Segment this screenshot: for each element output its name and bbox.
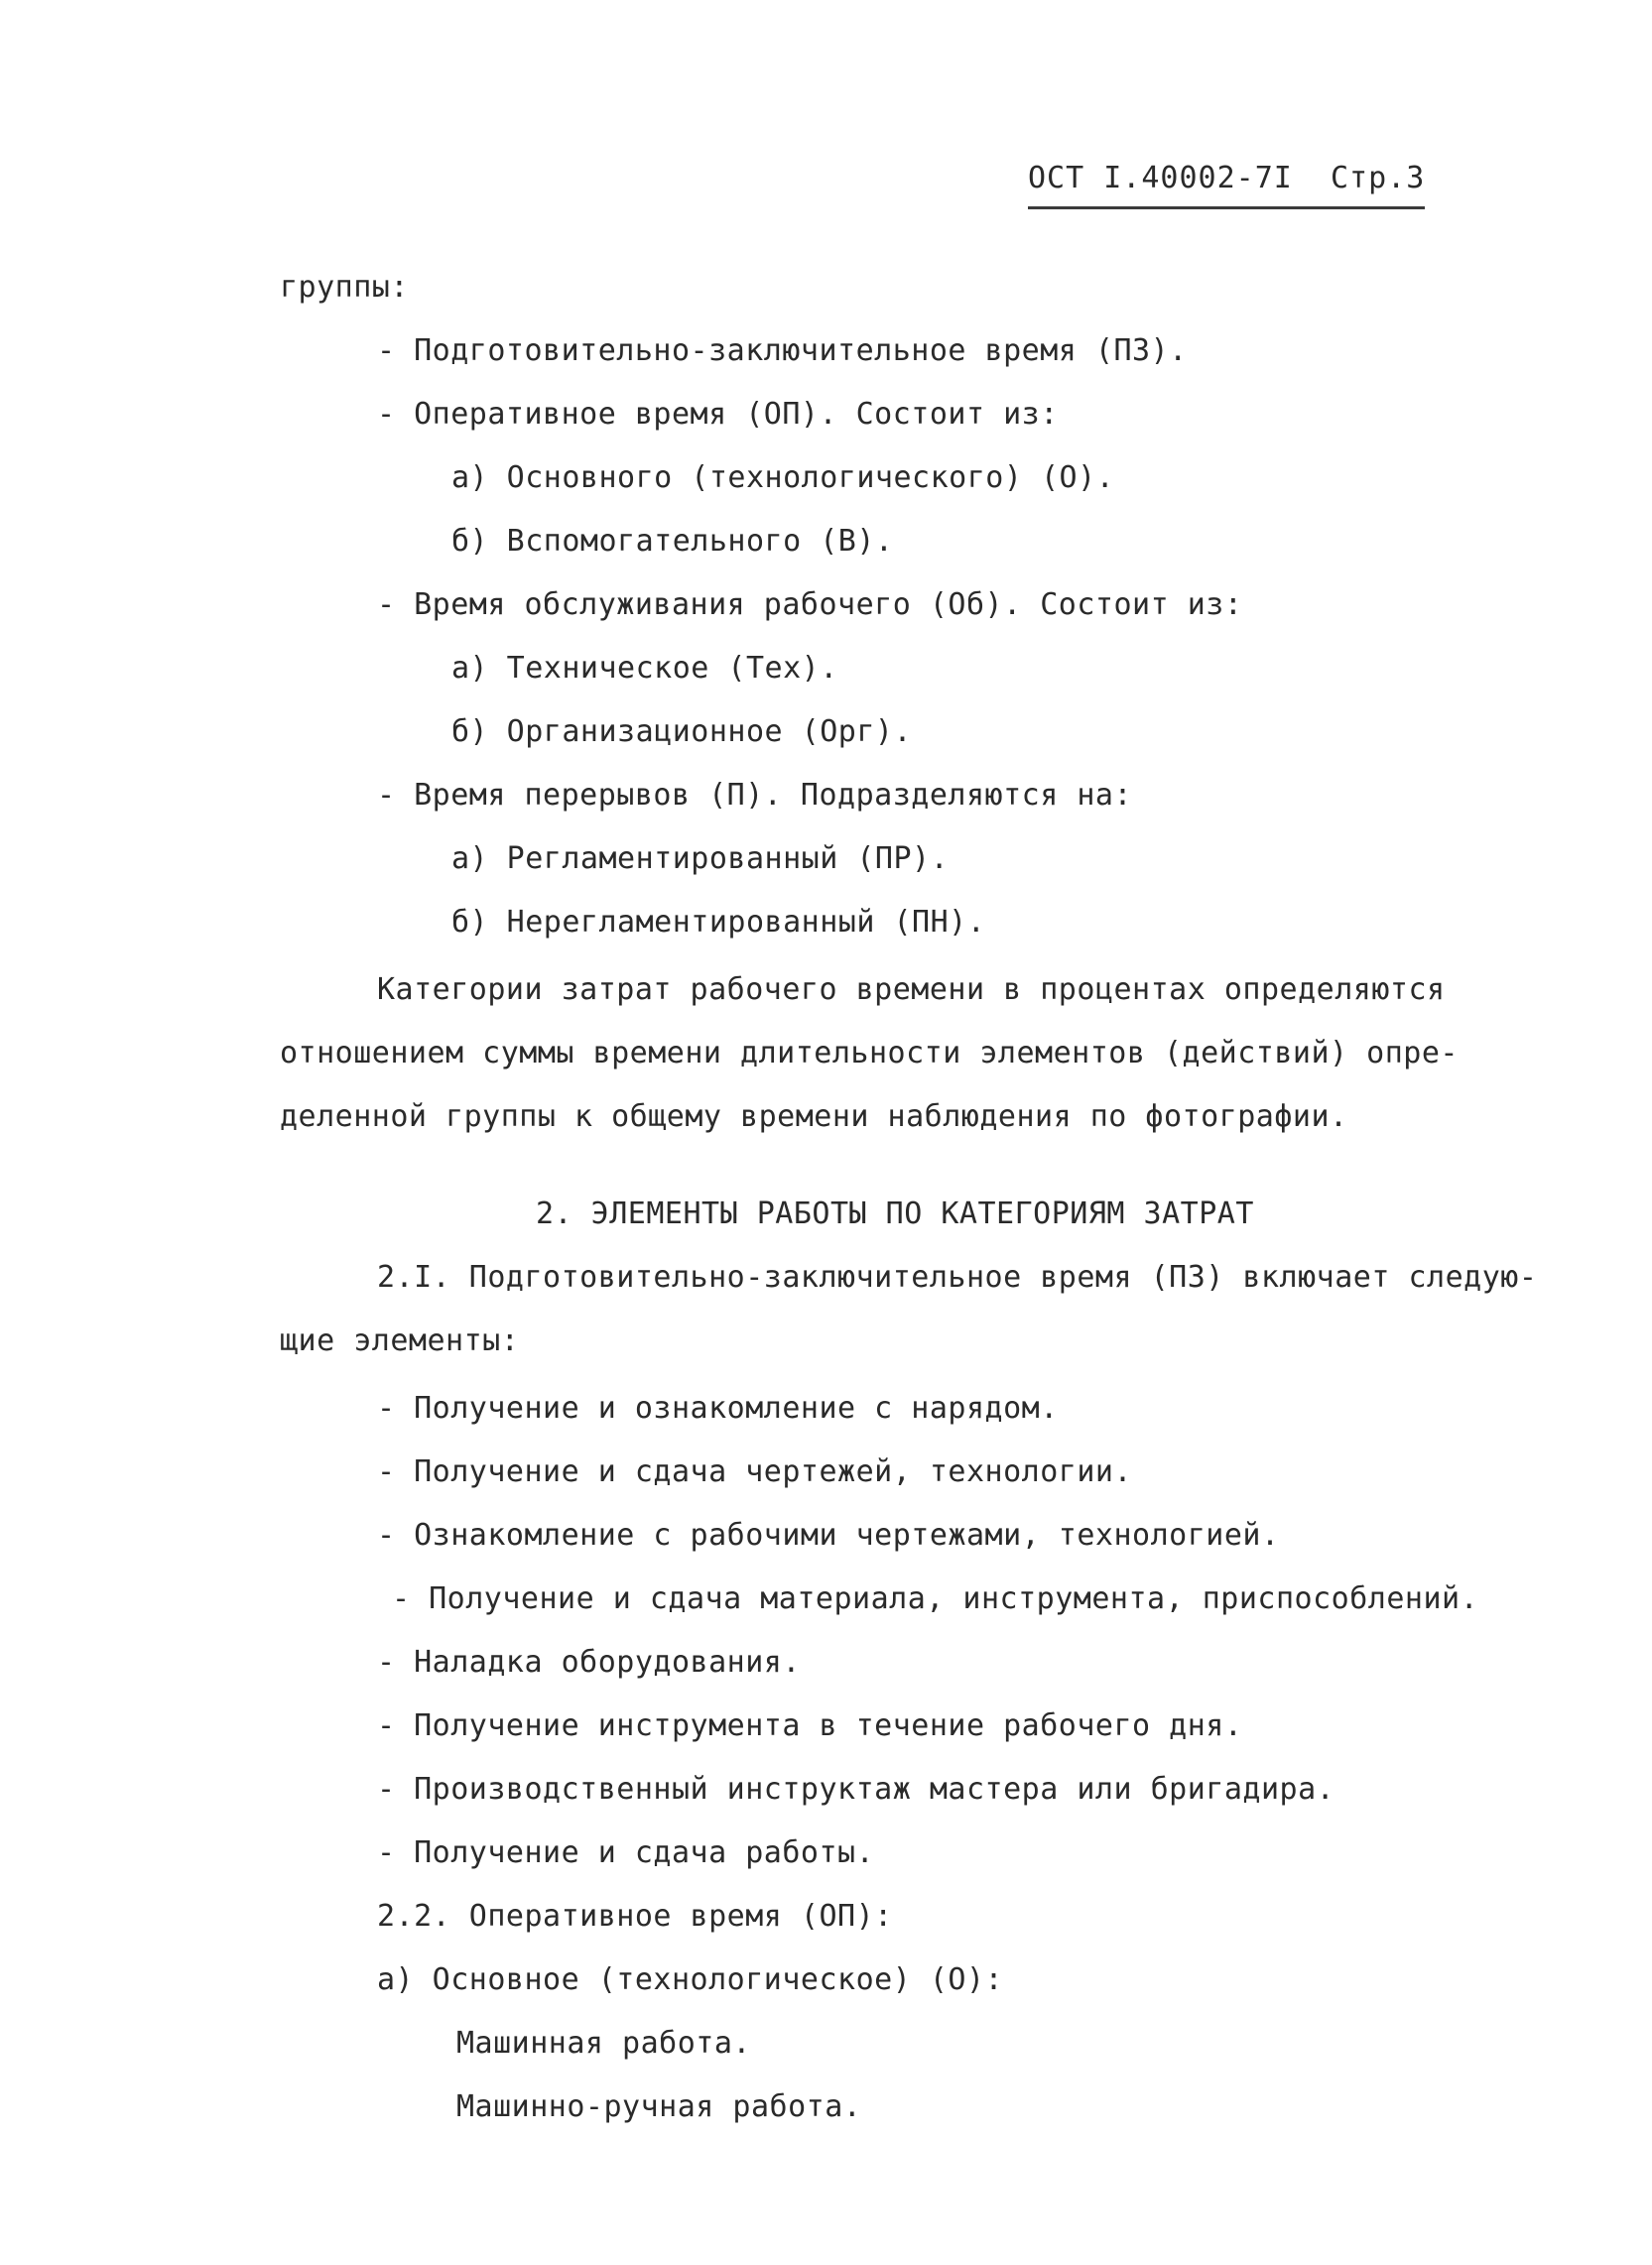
paragraph-line: щие элементы: <box>280 1323 520 1358</box>
list-item: - Получение и сдача материала, инструмента, приспособлений. <box>392 1581 1479 1616</box>
sub-list-item: б) Вспомогательного (В). <box>451 524 894 559</box>
paragraph-line: отношением суммы времени длительности элементов (действий) опре- <box>280 1036 1459 1070</box>
page-number: Стр.3 <box>1331 161 1426 195</box>
paragraph-line: Категории затрат рабочего времени в процентах определяются <box>377 972 1446 1007</box>
list-item: - Время перерывов (П). Подразделяются на: <box>377 778 1133 813</box>
list-item: - Ознакомление с рабочими чертежами, технологией. <box>377 1518 1280 1553</box>
sub-list-item: б) Нерегламентированный (ПН). <box>451 905 986 940</box>
subsection-heading: 2.2. Оперативное время (ОП): <box>377 1899 893 1934</box>
list-item: - Подготовительно-заключительное время (ПЗ). <box>377 333 1188 368</box>
list-item: - Оперативное время (ОП). Состоит из: <box>377 397 1059 432</box>
sub-list-item: Машинная работа. <box>456 2026 751 2061</box>
list-item: - Получение и сдача работы. <box>377 1835 875 1870</box>
paragraph-line: 2.I. Подготовительно-заключительное время (ПЗ) включает следую- <box>377 1260 1538 1295</box>
section-title: 2. ЭЛЕМЕНТЫ РАБОТЫ ПО КАТЕГОРИЯМ ЗАТРАТ <box>536 1196 1254 1231</box>
sub-list-item: Машинно-ручная работа. <box>456 2089 862 2124</box>
list-item: - Получение инструмента в течение рабочего дня. <box>377 1708 1243 1743</box>
sub-list-item: а) Техническое (Тех). <box>451 651 838 686</box>
page-header <box>1028 161 1425 195</box>
sub-list-item: а) Основное (технологическое) (О): <box>377 1962 1004 1997</box>
sub-list-item: а) Регламентированный (ПР). <box>451 841 950 876</box>
sub-list-item: а) Основного (технологического) (О). <box>451 460 1115 495</box>
sub-list-item: б) Организационное (Орг). <box>451 714 913 749</box>
header-underline <box>1028 206 1425 209</box>
doc-code: ОСТ I.40002-7I <box>1028 161 1293 195</box>
paragraph-line: деленной группы к общему времени наблюдения по фотографии. <box>280 1099 1348 1134</box>
list-item: - Получение и сдача чертежей, технологии. <box>377 1454 1133 1489</box>
list-item: - Время обслуживания рабочего (Об). Состоит из: <box>377 587 1243 622</box>
list-item: - Получение и ознакомление с нарядом. <box>377 1391 1059 1426</box>
text-line: группы: <box>280 270 409 305</box>
list-item: - Производственный инструктаж мастера или бригадира. <box>377 1772 1335 1807</box>
list-item: - Наладка оборудования. <box>377 1645 801 1680</box>
